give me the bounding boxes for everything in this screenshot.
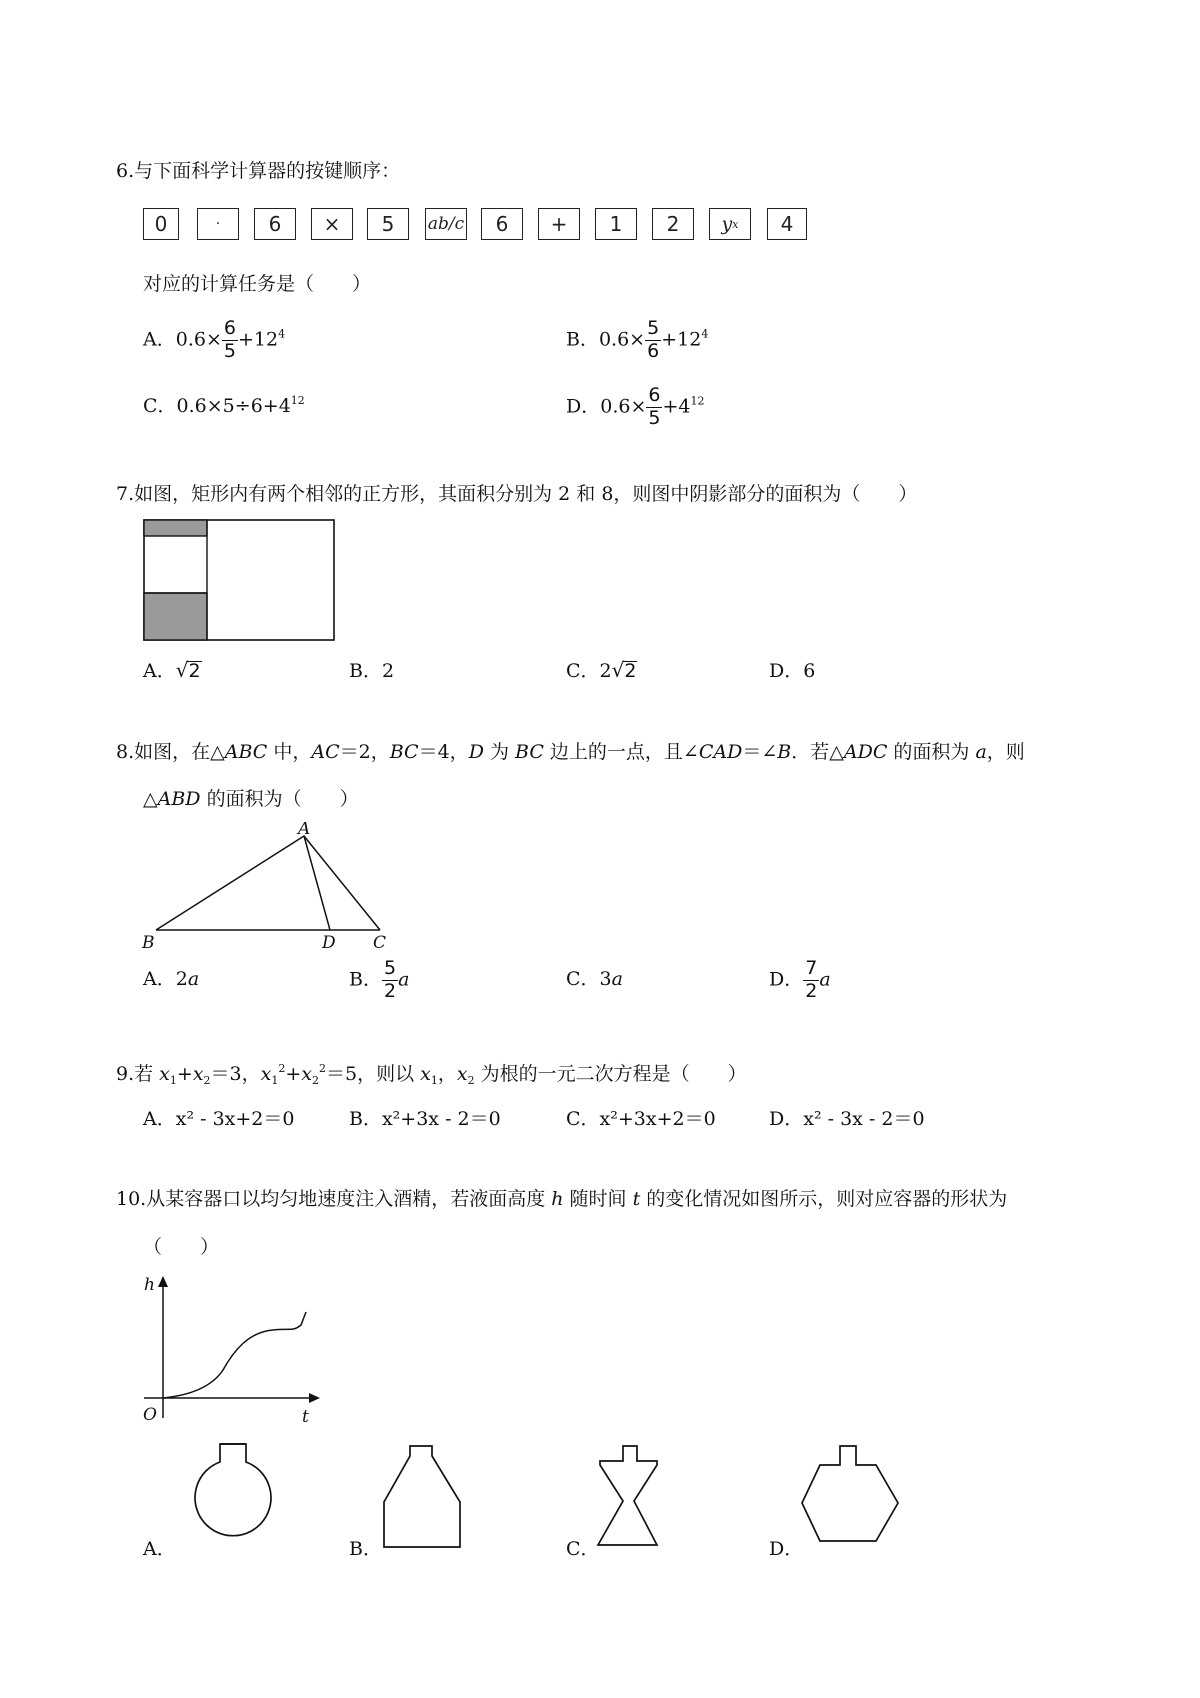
key-1: 1 [595,208,637,240]
q6-option-a: A．0.6× $\frac{6}{5}$ $+12^4$ [143,317,286,362]
q8-option-d: D． $\frac{7}{2}$ a [769,957,831,1002]
shaded-bottom-square [144,593,207,640]
q8-option-b: B． $\frac{5}{2}$ a [349,957,410,1002]
key-6: 6 [254,208,296,240]
q10-option-a: A． [143,1538,176,1560]
q7-option-a: A．√2 [143,658,201,682]
option-text: 2 [381,660,395,682]
option-text: x² - 3x+2＝0 [175,1108,295,1130]
option-letter: A． [143,1108,176,1130]
option-letter: C． [143,395,177,417]
q7-stem: 7.如图，矩形内有两个相邻的正方形，其面积分别为 2 和 8，则图中阴影部分的面积为（ ） [116,483,918,505]
fraction: $\frac{7}{2}$ [805,957,818,1002]
q10-option-d: D． [769,1538,804,1560]
option-letter: D． [769,968,804,991]
y-axis-arrow [158,1276,168,1287]
q8-triangle-figure [138,822,398,952]
segment-ad [304,836,330,930]
container-c-hourglass [592,1443,682,1563]
label-d: D [322,933,336,952]
key-0: 0 [143,208,179,240]
option-letter: D． [769,1108,804,1130]
option-letter: A． [143,968,176,990]
option-letter: A． [143,328,176,351]
option-text: 0.6×5÷6+4 [176,395,291,417]
q8-option-a: A．2a [143,968,200,990]
q6-option-c: C．$0.6\times 5\div 6+4^{12}$ [143,394,305,417]
q9-option-a [143,1110,294,1129]
label-h: h [144,1275,155,1295]
key-power-exp: x [732,217,739,231]
q9-option-d [769,1110,925,1129]
option-letter: C． [566,660,600,682]
key-multiply: × [311,208,353,240]
key-plus: + [538,208,580,240]
container-a-flask [188,1440,278,1560]
container-b-bottle [378,1442,468,1562]
option-text: 0.6× [175,328,222,351]
key-4: 4 [767,208,807,240]
q6-follow: 对应的计算任务是（ ） [143,273,372,295]
container-d-hexagon [798,1443,908,1563]
triangle-abc [156,836,380,930]
key-power-base: y [721,213,733,235]
fraction: $\frac{5}{6}$ [647,317,660,362]
q6-option-d: D．0.6× $\frac{6}{5}$ $+4^{12}$ [566,384,705,429]
option-text: 0.6× [600,395,647,418]
q7-option-c: C．2√2 [566,658,637,682]
q8-stem-line2: △ABD 的面积为（ ） [143,788,359,810]
q7-option-b [349,662,394,681]
q6-option-b: B．0.6× $\frac{5}{6}$ $+12^4$ [566,317,709,362]
option-letter: B． [566,328,599,351]
key-power [709,208,751,240]
label-c: C [373,933,387,952]
shaded-top-strip [144,520,207,536]
option-letter: B． [349,968,382,991]
option-text: 0.6× [598,328,646,351]
height-curve [163,1312,306,1398]
x-axis-arrow [309,1393,320,1403]
q10-stem: 10.从某容器口以均匀地速度注入酒精，若液面高度 h 随时间 t 的变化情况如图所示，则对应容器的形状为 [116,1188,1008,1210]
q9-stem: 9.若 $x_1+x_2=3$，$x_1^2+x_2^2=5$，则以 $x_1$，$x_2$ 为根的一元二次方程是（ ） [116,1062,747,1087]
option-letter: C． [566,968,600,990]
key-5: 5 [367,208,409,240]
fraction: $\frac{6}{5}$ [223,317,236,362]
q8-option-c: C．3a [566,968,623,990]
key-fraction-abc: ab/c [425,208,467,240]
q10-height-time-graph [138,1270,328,1430]
option-letter: D． [769,660,804,682]
q9-option-c [566,1110,716,1129]
label-t: t [302,1407,309,1427]
key-decimal-point: · [197,208,239,240]
option-letter: B． [349,1108,382,1130]
key-6b: 6 [481,208,523,240]
q10-option-b: B． [349,1538,382,1560]
option-text: x²+3x - 2＝0 [381,1108,501,1130]
q10-option-c: C． [566,1538,600,1560]
fraction: $\frac{6}{5}$ [648,384,661,429]
q10-follow: （ ） [143,1236,220,1258]
q7-option-d [769,662,815,681]
q8-stem: 8.如图，在△ABC 中，AC＝2，BC＝4，D 为 BC 边上的一点，且∠CAD＝∠B．若△ADC 的面积为 a，则 [116,741,1025,763]
option-text: x²+3x+2＝0 [599,1108,716,1130]
q9-option-b [349,1110,501,1129]
option-letter: A． [143,660,176,682]
option-letter: B． [349,660,382,682]
label-b: B [142,933,155,952]
option-letter: C． [566,1108,600,1130]
option-letter: D． [566,395,601,418]
option-text: 6 [803,660,816,682]
label-a: A [298,822,311,839]
key-2: 2 [652,208,694,240]
q7-rectangle-figure [140,517,340,645]
label-origin: O [143,1405,157,1425]
q6-stem: 6.与下面科学计算器的按键顺序： [116,160,401,182]
option-text: x² - 3x - 2＝0 [803,1108,925,1130]
fraction: $\frac{5}{2}$ [383,957,397,1002]
